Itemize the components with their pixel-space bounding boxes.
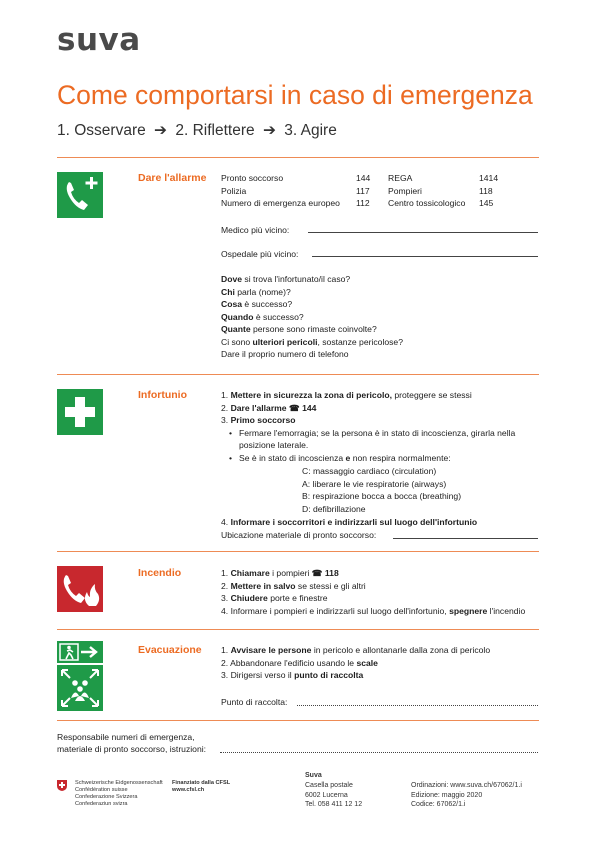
label-infortunio: Infortunio [138, 389, 187, 401]
step-3: 3. Agire [284, 122, 337, 139]
step-2: 2. Riflettere [175, 122, 255, 139]
evacuazione-step-2: 2. Abbandonare l'edificio usando le scale [221, 657, 378, 668]
medico-label: Medico più vicino: [221, 225, 290, 235]
number-name: Pompieri [388, 185, 422, 196]
incendio-step-1: 1. Chiamare i pompieri ☎ 118 [221, 568, 339, 578]
suva-footer-title: Suva [305, 772, 322, 779]
bullet-text: Se è in stato di incoscienza e non respira normalmente: [239, 453, 451, 463]
number-name: Polizia [221, 185, 247, 196]
infortunio-step-1: 1. Mettere in sicurezza la zona di pericolo, proteggere se stessi [221, 390, 472, 400]
emergency-exit-icon [57, 641, 103, 663]
divider [57, 629, 539, 630]
number-value: 144 [356, 173, 371, 183]
emergency-phone-icon [57, 172, 103, 218]
number-name: Numero di emergenza europeo [221, 198, 340, 208]
swiss-flag-icon [57, 780, 67, 791]
fire-phone-icon [57, 566, 103, 612]
ubicazione-label: Ubicazione materiale di pronto soccorso: [221, 530, 377, 540]
question: Ci sono ulteriori pericoli, sostanze pericolose? [221, 336, 403, 347]
number-name: REGA [388, 173, 413, 183]
evacuazione-step-3: 3. Dirigersi verso il punto di raccolta [221, 670, 364, 680]
responsabile-field[interactable] [220, 752, 538, 753]
label-evacuazione: Evacuazione [138, 644, 202, 656]
number-value: 145 [479, 198, 494, 208]
step-1: 1. Osservare [57, 122, 146, 139]
question: Cosa è successo? [221, 299, 293, 309]
number-value: 1414 [479, 173, 499, 183]
divider [57, 720, 539, 721]
abcd-item: C: massaggio cardiaco (circulation) [302, 466, 437, 476]
bullet-icon: • [229, 428, 233, 438]
confederation-text: Schweizerische Eidgenossenschaft Confédération suisse Confederazione Svizzera Confederaziun svizra [75, 780, 163, 807]
ospedale-label: Ospedale più vicino: [221, 249, 299, 259]
question: Dove si trova l'infortunato/il caso? [221, 274, 351, 284]
evacuazione-step-1: 1. Avvisare le persone in pericolo e allontanarle dalla zona di pericolo [221, 645, 491, 655]
suva-logo: suva [57, 22, 141, 58]
question: Chi parla (nome)? [221, 286, 291, 297]
first-aid-cross-icon [57, 389, 103, 435]
number-name: Pronto soccorso [221, 173, 284, 183]
question: Dare il proprio numero di telefono [221, 349, 349, 359]
infortunio-step-4: 4. Informare i soccorritori e indirizzarli sul luogo dell'infortunio [221, 516, 478, 527]
phone-icon: ☎ [311, 568, 323, 578]
bullet-icon: • [229, 453, 233, 463]
page-title: Come comportarsi in caso di emergenza [57, 80, 533, 110]
incendio-step-2: 2. Mettere in salvo se stessi e gli altri [221, 580, 366, 591]
steps-line [57, 121, 337, 140]
cfsl-text: Finanziato dalla CFSL www.cfsl.ch [172, 780, 231, 793]
infortunio-step-2: 2. Dare l'allarme ☎ 144 [221, 402, 317, 413]
number-value: 117 [356, 185, 370, 196]
bullet-text: Fermare l'emorragia; se la persona è in stato di incoscienza, girarla nella [239, 428, 516, 438]
number-name: Centro tossicologico [388, 198, 466, 208]
assembly-point-icon [57, 665, 103, 711]
phone-icon: ☎ [288, 402, 300, 413]
arrow-icon: ➔ [262, 122, 276, 139]
question: Quando è successo? [221, 311, 304, 322]
responsabile-label-1: Responsabile numeri di emergenza, [57, 732, 195, 742]
abcd-item: B: respirazione bocca a bocca (breathing) [302, 491, 462, 501]
medico-field[interactable] [308, 232, 538, 233]
punto-label: Punto di raccolta: [221, 697, 288, 707]
ospedale-field[interactable] [312, 256, 538, 257]
number-value: 118 [479, 185, 493, 196]
label-allarme: Dare l'allarme [138, 172, 207, 184]
suva-address: Casella postale 6002 Lucerna Tel. 058 411 12 12 [305, 782, 363, 808]
divider [57, 551, 539, 552]
abcd-item: D: defibrillazione [302, 503, 366, 514]
ubicazione-field[interactable] [393, 538, 538, 539]
bullet-text: posizione laterale. [239, 440, 309, 450]
number-value: 112 [356, 198, 370, 208]
abcd-item: A: liberare le vie respiratorie (airways) [302, 478, 447, 489]
divider [57, 157, 539, 158]
label-incendio: Incendio [138, 567, 182, 579]
responsabile-label-2: materiale di pronto soccorso, istruzioni: [57, 744, 207, 754]
divider [57, 374, 539, 375]
arrow-icon: ➔ [154, 122, 168, 139]
punto-field[interactable] [297, 705, 538, 706]
order-info: Ordinazioni: www.suva.ch/67062/1.i Edizione: maggio 2020 Codice: 67062/1.i [411, 782, 522, 808]
incendio-step-4: 4. Informare i pompieri e indirizzarli sul luogo dell'infortunio, spegnere l'incendio [221, 605, 526, 616]
incendio-step-3: 3. Chiudere porte e finestre [221, 593, 328, 603]
infortunio-step-3: 3. Primo soccorso [221, 415, 296, 425]
question: Quante persone sono rimaste coinvolte? [221, 324, 377, 334]
